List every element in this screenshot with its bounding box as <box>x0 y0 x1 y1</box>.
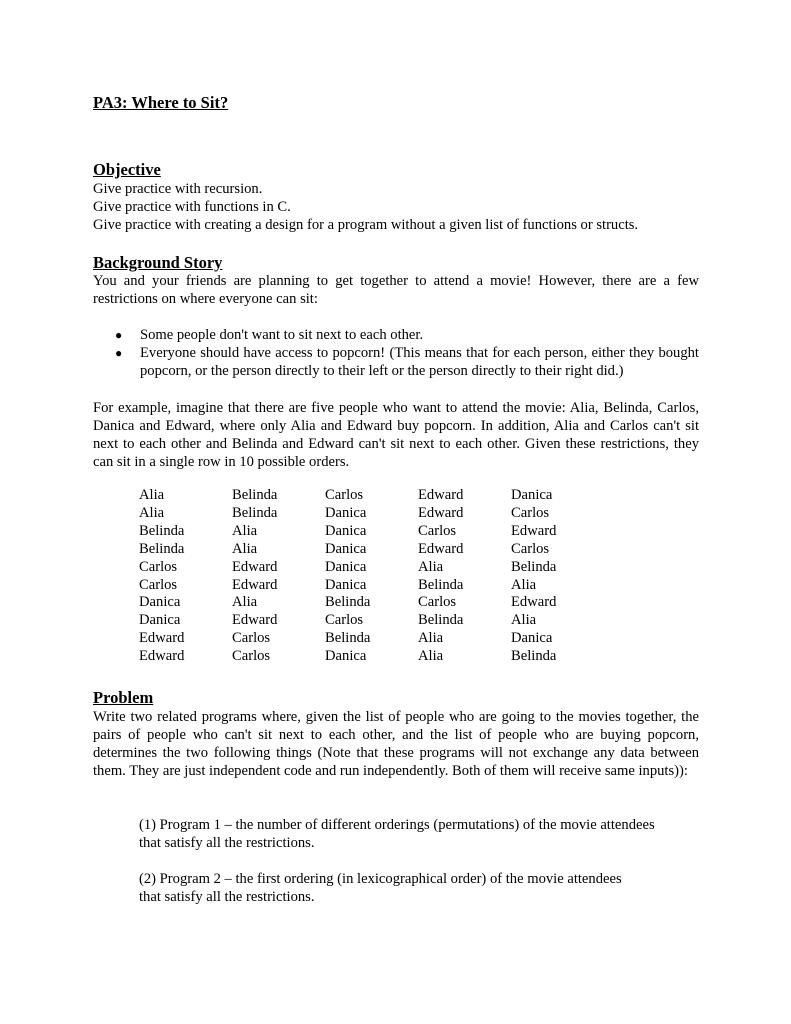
program1-line: that satisfy all the restrictions. <box>139 835 315 851</box>
example-paragraph: For example, imagine that there are five people who want to attend the movie: Alia, Belinda, Carlos, Danica and Edward, where only Alia and Edward buy popcorn. In addition, Alia and Carlos can't sit next to each other and Belinda and Edward can't sit next to each other. Given these restrictions, they can sit in a single row in 10 possible orders. <box>93 400 699 470</box>
bullet-text: Some people don't want to sit next to each other. <box>140 327 424 343</box>
table-row <box>139 594 604 612</box>
table-cell: Danica <box>139 594 181 611</box>
program2-line: (2) Program 2 – the first ordering (in lexicographical order) of the movie attendees <box>139 871 622 887</box>
table-cell: Edward <box>418 540 464 557</box>
program2-description <box>139 870 709 906</box>
table-cell: Alia <box>232 540 258 557</box>
table-cell: Belinda <box>418 612 464 629</box>
table-cell: Belinda <box>511 558 557 575</box>
table-cell: Belinda <box>325 594 371 611</box>
table-cell: Edward <box>418 487 464 503</box>
table-cell: Edward <box>139 630 185 647</box>
bullet-text: Everyone should have access to popcorn! (This means that for each person, either they bought popcorn, or the person directly to their left or the person directly to their right did.) <box>140 345 699 379</box>
program1-line: (1) Program 1 – the number of different orderings (permutations) of the movie attendees <box>139 817 655 833</box>
table-row <box>139 487 604 505</box>
table-cell: Belinda <box>232 504 278 521</box>
table-cell: Danica <box>325 522 367 539</box>
bullet-icon: ● <box>115 346 123 360</box>
table-cell: Belinda <box>139 540 185 557</box>
table-cell: Danica <box>325 648 367 665</box>
table-cell: Edward <box>511 594 557 611</box>
table-cell: Carlos <box>511 504 550 521</box>
table-row <box>139 612 604 630</box>
background-intro: You and your friends are planning to get together to attend a movie! However, there are a few restrictions on where everyone can sit: <box>93 273 699 307</box>
table-cell: Carlos <box>139 576 178 593</box>
table-row <box>139 505 604 523</box>
table-cell: Carlos <box>232 630 271 647</box>
table-cell: Carlos <box>418 522 457 539</box>
table-cell: Carlos <box>232 648 271 665</box>
table-cell: Edward <box>511 522 557 539</box>
table-row <box>139 577 604 595</box>
table-row <box>139 648 604 666</box>
objective-line: Give practice with creating a design for a program without a given list of functions or structs. <box>93 217 639 233</box>
table-cell: Alia <box>511 576 537 593</box>
problem-paragraph: Write two related programs where, given the list of people who are going to the movies together, the pairs of people who can't sit next to each other, and the list of people who are buying popcorn, determines the two following things (Note that these programs will not exchange any data between them. They are just independent code and run independently. Both of them will receive same inputs)): <box>93 709 699 779</box>
table-row <box>139 523 604 541</box>
table-cell: Belinda <box>511 648 557 665</box>
program1-description <box>139 816 709 852</box>
table-cell: Edward <box>232 612 278 629</box>
table-cell: Edward <box>418 504 464 521</box>
bullet-icon: ● <box>115 328 123 342</box>
table-cell: Edward <box>232 576 278 593</box>
objective-heading: Objective <box>93 160 161 179</box>
objective-line: Give practice with functions in C. <box>93 199 291 215</box>
table-cell: Alia <box>232 594 258 611</box>
table-cell: Carlos <box>325 487 364 503</box>
table-cell: Belinda <box>139 522 185 539</box>
table-cell: Alia <box>139 504 165 521</box>
table-cell: Alia <box>418 630 444 647</box>
list-item <box>93 326 699 344</box>
table-cell: Carlos <box>511 540 550 557</box>
table-cell: Belinda <box>418 576 464 593</box>
table-cell: Danica <box>325 540 367 557</box>
table-cell: Danica <box>511 487 553 503</box>
table-cell: Alia <box>418 558 444 575</box>
table-cell: Edward <box>232 558 278 575</box>
orderings-table <box>139 487 604 666</box>
table-cell: Belinda <box>232 487 278 503</box>
document-title: PA3: Where to Sit? <box>93 93 229 112</box>
table-cell: Carlos <box>325 612 364 629</box>
table-cell: Danica <box>511 630 553 647</box>
table-cell: Danica <box>139 612 181 629</box>
table-row <box>139 541 604 559</box>
table-row <box>139 630 604 648</box>
table-cell: Carlos <box>418 594 457 611</box>
problem-heading: Problem <box>93 688 154 707</box>
table-cell: Alia <box>139 487 165 503</box>
table-cell: Belinda <box>325 630 371 647</box>
objective-list <box>93 180 699 234</box>
table-row <box>139 559 604 577</box>
table-cell: Carlos <box>139 558 178 575</box>
orderings-body <box>139 487 604 666</box>
program2-line: that satisfy all the restrictions. <box>139 889 315 905</box>
background-heading: Background Story <box>93 253 223 272</box>
list-item <box>93 344 699 380</box>
table-cell: Alia <box>232 522 258 539</box>
table-cell: Edward <box>139 648 185 665</box>
objective-line: Give practice with recursion. <box>93 181 263 197</box>
table-cell: Danica <box>325 576 367 593</box>
table-cell: Alia <box>511 612 537 629</box>
restrictions-list <box>93 326 699 380</box>
table-cell: Danica <box>325 504 367 521</box>
table-cell: Danica <box>325 558 367 575</box>
table-cell: Alia <box>418 648 444 665</box>
